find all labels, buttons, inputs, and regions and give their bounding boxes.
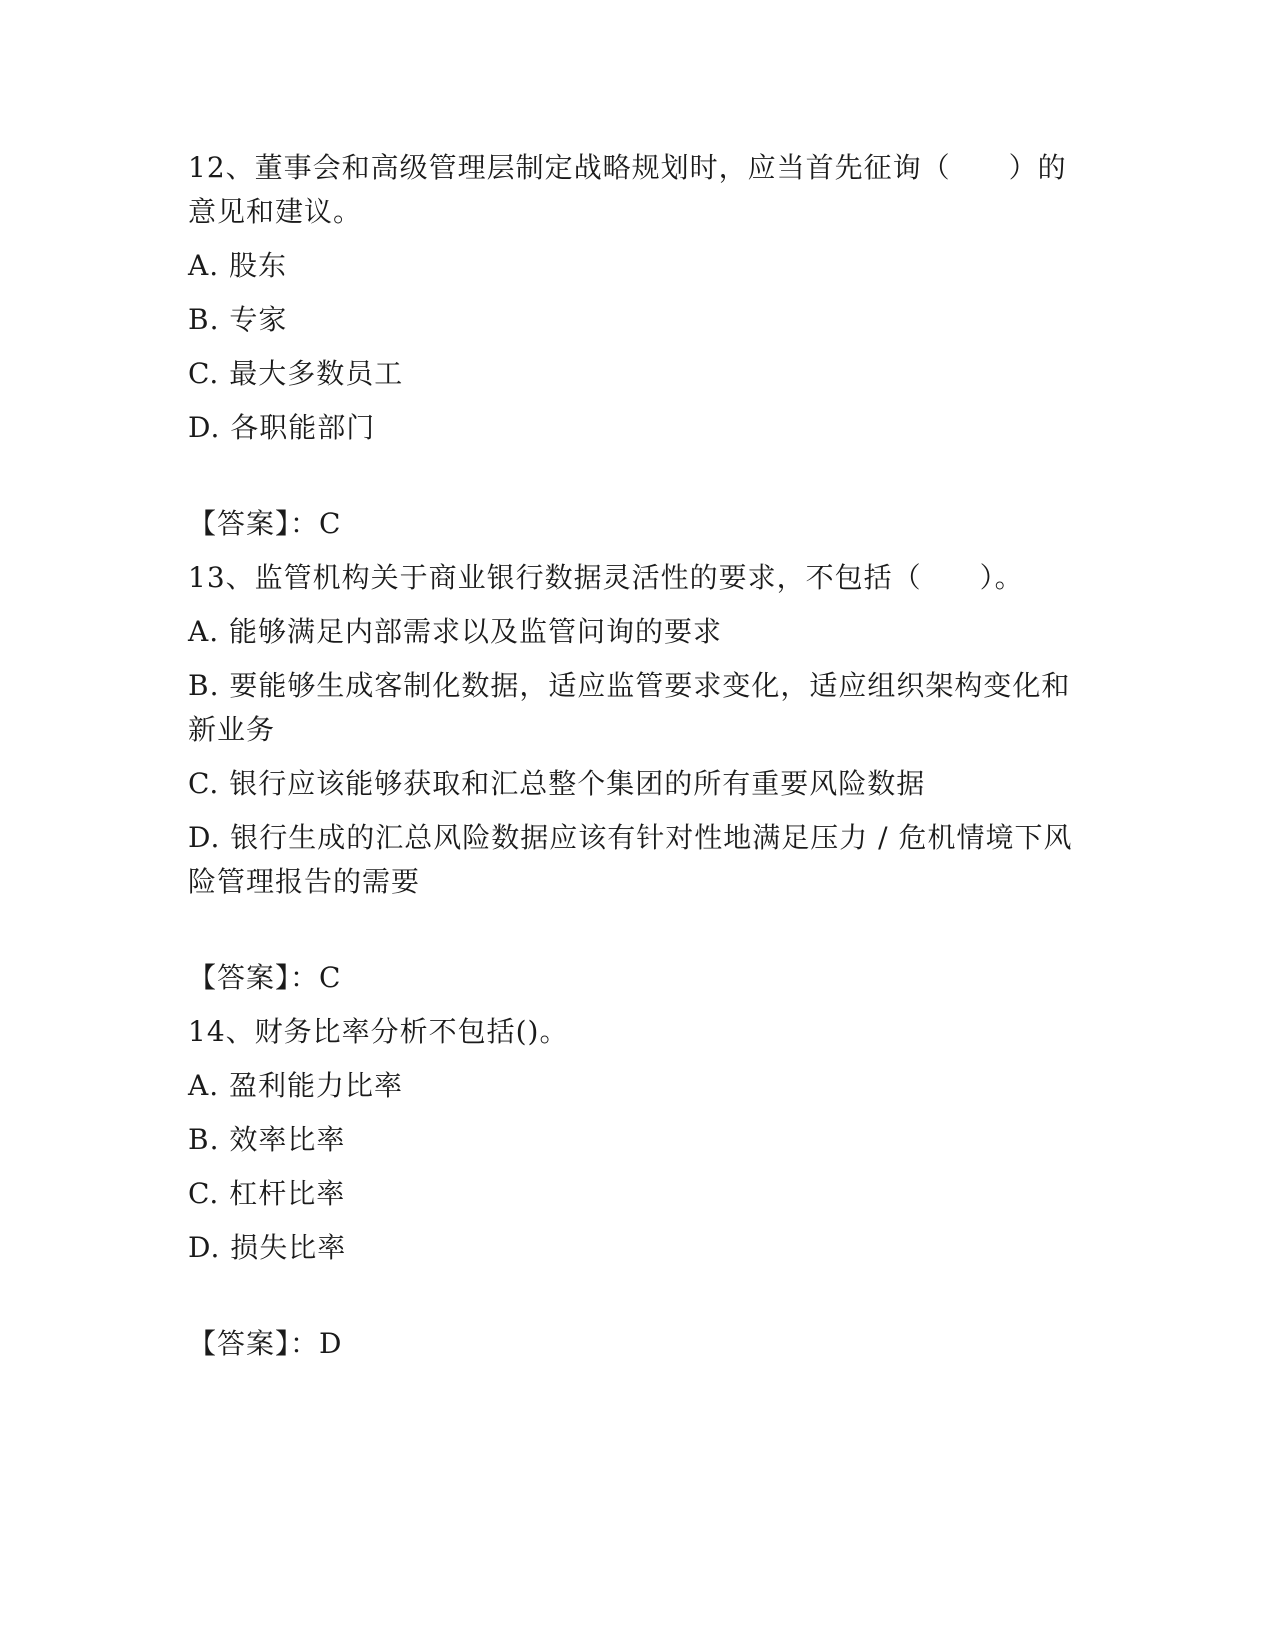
question-12-answer: 【答案】：C [188, 507, 342, 540]
question-12-option-b: B. 专家 [188, 303, 288, 336]
question-13-stem-line-1: 13、监管机构关于商业银行数据灵活性的要求，不包括（ ）。 [188, 561, 1024, 594]
question-14-answer: 【答案】：D [188, 1327, 343, 1360]
question-14-option-a: A. 盈利能力比率 [188, 1069, 404, 1102]
question-12-option-c: C. 最大多数员工 [188, 357, 404, 390]
question-14-option-c: C. 杠杆比率 [188, 1177, 346, 1210]
question-13-option-c: C. 银行应该能够获取和汇总整个集团的所有重要风险数据 [188, 767, 926, 800]
question-13-answer: 【答案】：C [188, 961, 342, 994]
question-12-option-d: D. 各职能部门 [188, 411, 376, 444]
question-14-stem-line-1: 14、财务比率分析不包括()。 [188, 1015, 569, 1048]
question-13-option-d-line-1: D. 银行生成的汇总风险数据应该有针对性地满足压力 / 危机情境下风 [188, 821, 1073, 854]
question-13-option-b-line-1: B. 要能够生成客制化数据，适应监管要求变化，适应组织架构变化和 [188, 669, 1071, 702]
question-12-stem-line-1: 12、董事会和高级管理层制定战略规划时，应当首先征询（ ）的 [188, 151, 1067, 184]
question-14-option-d: D. 损失比率 [188, 1231, 347, 1264]
question-12-option-a: A. 股东 [188, 249, 288, 282]
question-13-option-d-line-2: 险管理报告的需要 [188, 865, 421, 898]
question-13-option-b-line-2: 新业务 [188, 713, 276, 746]
question-13-option-a: A. 能够满足内部需求以及监管问询的要求 [188, 615, 723, 648]
question-12-stem-line-2: 意见和建议。 [188, 195, 363, 228]
question-14-option-b: B. 效率比率 [188, 1123, 346, 1156]
